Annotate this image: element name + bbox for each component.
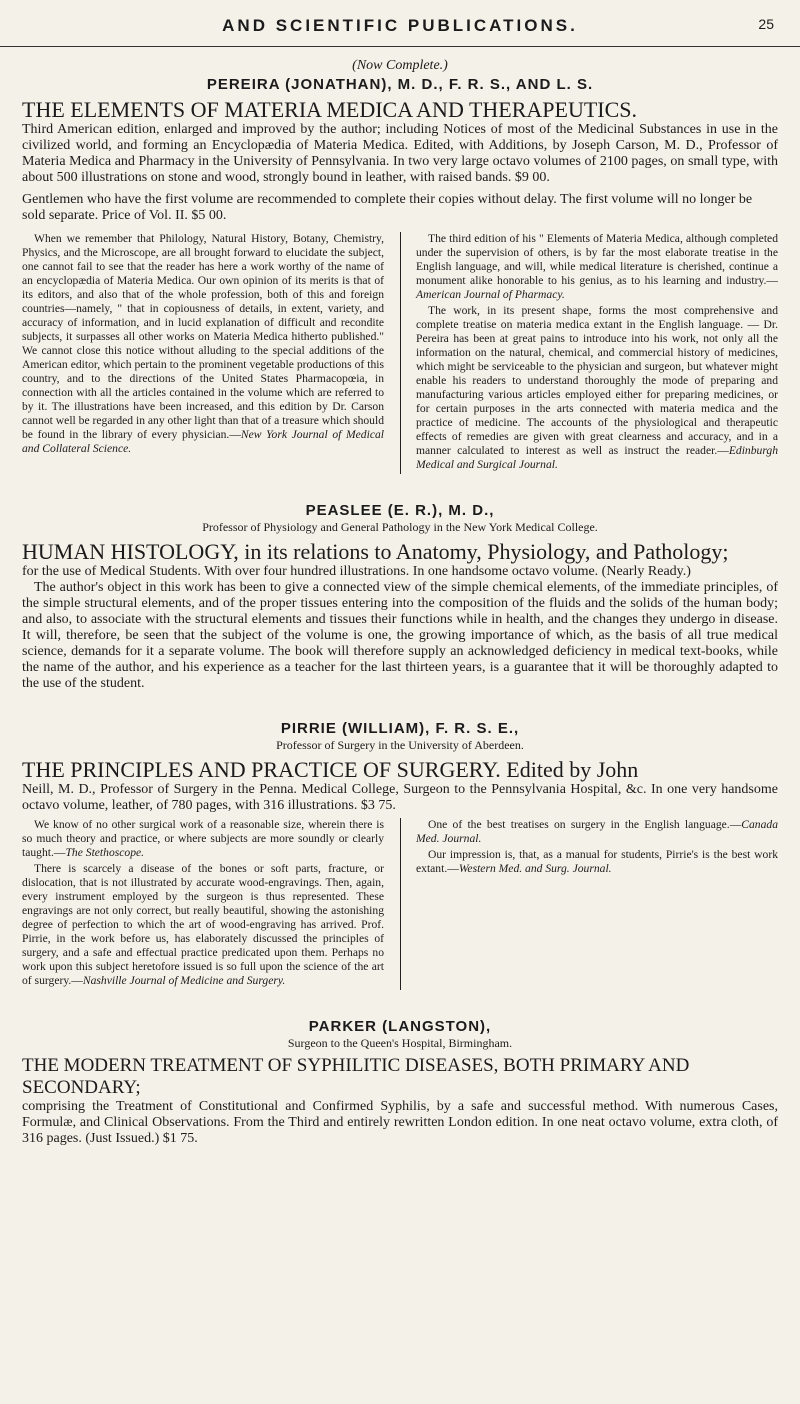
review-quote: Our impression is, that, as a manual for students, Pirrie's is the best work extant.—Western Med. and Surg. Journal. — [416, 848, 778, 875]
book-title: HUMAN HISTOLOGY, in its relations to Anatomy, Physiology, and Pathology; — [22, 539, 729, 564]
review-quote: There is scarcely a disease of the bones or soft parts, fracture, or dislocation, that is not illustrated by accurate wood-engravings. Then, again, every instrument employed by the surgeon is thus represented. These engravings are not only correct, but really beautiful, showing the astonishing degree of perfection to which the art of wood-engraving has arrived. Prof. Pirrie, in the work before us, has elaborately discussed the principles of surgery, and a safe and effectual practice predicated upon them. Perhaps no work upon this subject heretofore issued is so full upon the science of the art of surgery.—Nashville Journal of Medicine and Surgery. — [22, 862, 384, 987]
running-head — [0, 16, 800, 47]
book-title: THE ELEMENTS OF MATERIA MEDICA AND THERAPEUTICS. — [22, 97, 638, 122]
author-affiliation: Professor of Physiology and General Pathology in the New York Medical College. — [202, 520, 598, 534]
review-columns — [22, 232, 778, 474]
entry-status: (Now Complete.) — [352, 58, 448, 73]
section-gap — [22, 990, 778, 1016]
review-source: Nashville Journal of Medicine and Surgery. — [82, 974, 286, 987]
section-gap — [22, 474, 778, 500]
running-title: AND SCIENTIFIC PUBLICATIONS. — [222, 16, 578, 35]
book-description: comprising the Treatment of Constitutional and Confirmed Syphilis, by a safe and successful method. With numerous Cases, Formulæ, and Clinical Observations. From the Third and entirely rewritten London edition. In one neat octavo volume, extra cloth, of 316 pages. (Just Issued.) $1 75. — [22, 1099, 778, 1146]
book-title: THE PRINCIPLES AND PRACTICE OF SURGERY. Edited by John — [22, 757, 639, 782]
review-quote: The third edition of his " Elements of Materia Medica, although completed under the supervision of others, is by far the most elaborate treatise in the English language, and will, while medical literature is cherished, continue a monument alike honorable to his genius, as to his learning and industry.—American Journal of Pharmacy. — [416, 232, 778, 301]
review-column-right — [416, 232, 778, 474]
entry-pereira — [22, 58, 778, 474]
book-summary: The author's object in this work has been to give a connected view of the simple chemical elements, of the immediate principles, of the simple structural elements, and of the proper tissues entering into the composition of the fluids and the solids of the human body; and also, to associate with the structural elements and tissues their functions while in health, and the changes they undergo in disease. It will, therefore, be seen that the subject of the volume is one, the growing importance of which, as the basis of all true medical science, demands for it a separate volume. The book will therefore supply an acknowledged deficiency in medical text-books, while the name of the author, and his experience as a teacher for the last thirteen years, is a guarantee that it will be thoroughly adapted to the use of the student. — [22, 580, 778, 691]
review-quote: The work, in its present shape, forms the most comprehensive and complete treatise on materia medica extant in the English language. — Dr. Pereira has been at great pains to introduce into his work, not only all the information on the natural, chemical, and commercial history of medicines, which might be serviceable to the physician and surgeon, but whatever might enable his readers to understand thoroughly the mode of preparing and manufacturing various articles employed either for preparing medicines, or for certain purposes in the arts connected with materia medica and the practice of medicine. The accounts of the physiological and therapeutic effects of remedies are given with great clearness and accuracy, and in a manner calculated to interest as well as instruct the reader.—Edinburgh Medical and Surgical Journal. — [416, 304, 778, 471]
book-description: Neill, M. D., Professor of Surgery in the Penna. Medical College, Surgeon to the Pennsylvania Hospital, &c. In one very handsome octavo volume, leather, of 780 pages, with 316 illustrations. $3 75. — [22, 782, 778, 813]
page-number: 25 — [758, 16, 774, 32]
review-source: The Stethoscope. — [65, 846, 145, 859]
section-gap — [22, 692, 778, 718]
review-source: Edinburgh Medical and Surgical Journal. — [416, 444, 778, 471]
entry-pirrie — [22, 720, 778, 990]
book-description: for the use of Medical Students. With over four hundred illustrations. In one handsome octavo volume. (Nearly Ready.) — [22, 564, 691, 579]
author-affiliation: Professor of Surgery in the University of Aberdeen. — [276, 738, 524, 752]
review-source: New York Journal of Medical and Collateral Science. — [22, 428, 384, 455]
book-description: Third American edition, enlarged and improved by the author; including Notices of most of the Medicinal Substances in use in the civilized world, and forming an Encyclopædia of Materia Medica. Edited, with Additions, by Joseph Carson, M. D., Professor of Materia Medica and Pharmacy in the University of Pennsylvania. In two very large octavo volumes of 2100 pages, on small type, with about 500 illustrations on stone and wood, strongly bound in leather, with raised bands. $9 00. — [22, 122, 778, 185]
review-source: American Journal of Pharmacy. — [416, 288, 565, 301]
column-divider — [400, 232, 401, 474]
review-source: Western Med. and Surg. Journal. — [458, 862, 612, 875]
review-column-left — [22, 818, 384, 990]
book-title: THE MODERN TREATMENT OF SYPHILITIC DISEASES, BOTH PRIMARY AND SECONDARY; — [22, 1055, 690, 1098]
catalogue-content — [22, 58, 778, 1147]
review-quote: When we remember that Philology, Natural History, Botany, Chemistry, Physics, and the Microscope, are all brought forward to elucidate the subject, one cannot fail to see that the reader has here a work worthy of the name of an encyclopædia of Materia Medica. Our own opinion of its merits is that of its editors, and also that of the whole profession, both of this and foreign countries—namely, " that in copiousness of details, in extent, variety, and accuracy of information, and in lucid explanation of difficult and recondite subjects, it surpasses all other works on Materia Medica hitherto published." We cannot close this notice without alluding to the special additions of the American editor, which pertain to the prominent vegetable productions of this country, and to the directions of the United States Pharmacopœia, in connection with all the articles contained in the volume which are referred to by it. The illustrations have been increased, and this edition by Dr. Carson cannot well be regarded in any other light than that of a treasure which should be found in the library of every physician.—New York Journal of Medical and Collateral Science. — [22, 232, 384, 455]
author-heading: PEASLEE (E. R.), M. D., — [305, 502, 495, 519]
entry-peaslee — [22, 502, 778, 692]
review-quote: One of the best treatises on surgery in the English language.—Canada Med. Journal. — [416, 818, 778, 845]
review-quote: We know of no other surgical work of a reasonable size, wherein there is so much theory and practice, or where subjects are more soundly or clearly taught.—The Stethoscope. — [22, 818, 384, 859]
review-source: Canada Med. Journal. — [416, 818, 778, 845]
author-heading: PARKER (LANGSTON), — [308, 1018, 492, 1035]
author-heading: PEREIRA (JONATHAN), M. D., F. R. S., AND L. S. — [206, 76, 594, 93]
author-affiliation: Surgeon to the Queen's Hospital, Birmingham. — [287, 1036, 513, 1050]
review-column-left — [22, 232, 384, 474]
author-heading: PIRRIE (WILLIAM), F. R. S. E., — [280, 720, 520, 737]
entry-parker — [22, 1018, 778, 1147]
column-divider — [400, 818, 401, 990]
review-columns — [22, 818, 778, 990]
review-column-right — [416, 818, 778, 990]
volume-notice: Gentlemen who have the first volume are recommended to complete their copies without delay. The first volume will no longer be sold separate. Price of Vol. II. $5 00. — [22, 192, 753, 223]
